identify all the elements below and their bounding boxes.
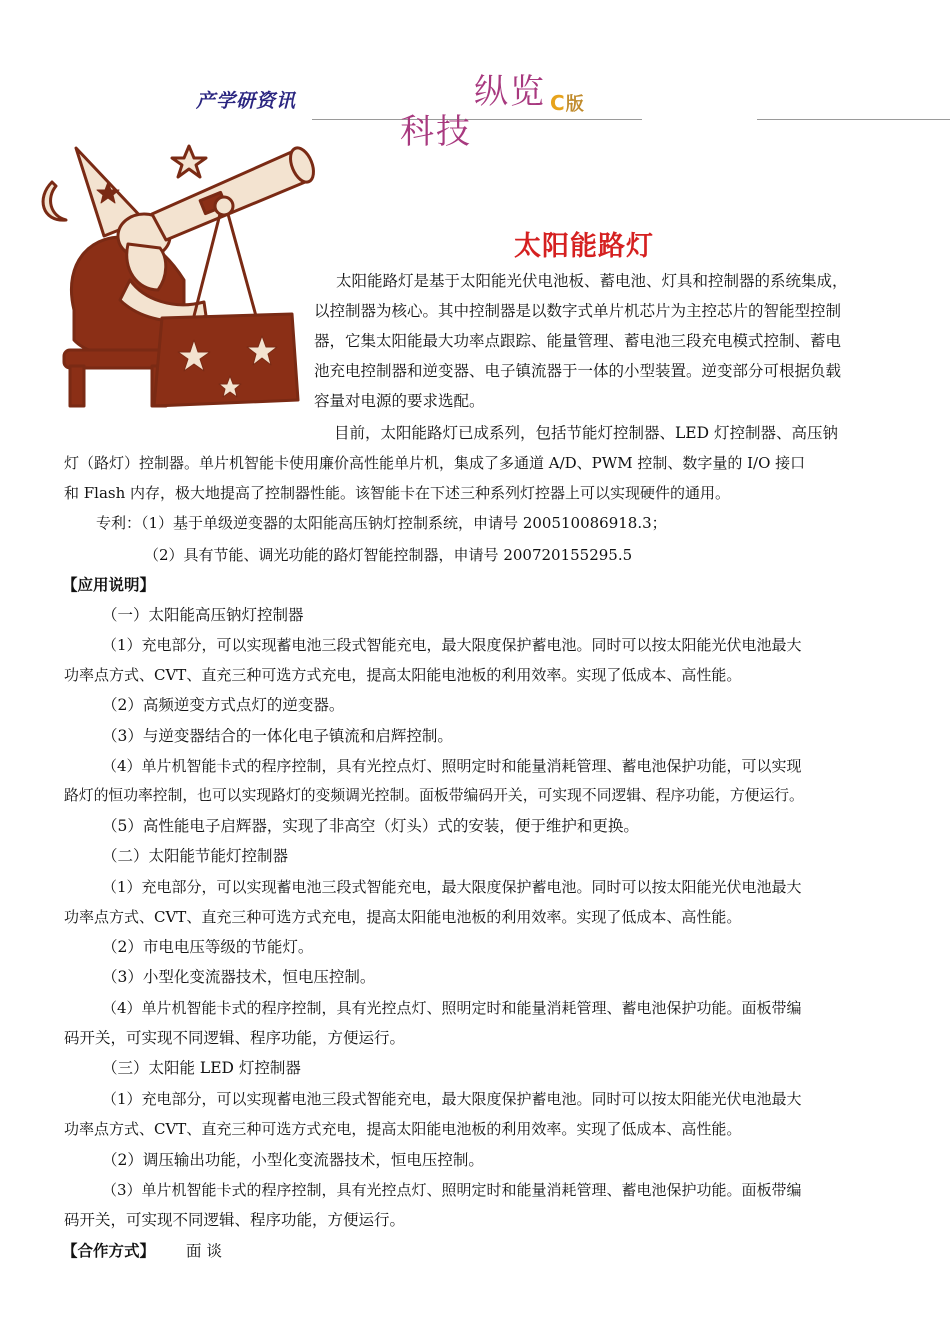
text-line: 灯（路灯）控制器。单片机智能卡使用廉价高性能单片机，集成了多通道 A/D、PWM 控制、数字量的 I/O 接口: [64, 454, 806, 472]
subsection-heading: （一）太阳能高压钠灯控制器: [102, 606, 304, 624]
text-line: 太阳能路灯是基于太阳能光伏电池板、蓄电池、灯具和控制器的系统集成，: [336, 272, 848, 290]
section-heading: 【应用说明】: [62, 575, 156, 594]
text-line: 码开关，可实现不同逻辑、程序功能，方便运行。: [64, 1211, 406, 1229]
text-line: 功率点方式、CVT、直充三种可选方式充电，提高太阳能电池板的利用效率。实现了低成本、高性能。: [64, 908, 742, 926]
subsection-heading: （二）太阳能节能灯控制器: [102, 847, 289, 865]
text-line: （1）充电部分，可以实现蓄电池三段式智能充电，最大限度保护蓄电池。同时可以按太阳能光伏电池最大: [102, 1090, 802, 1108]
text-line: （2）高频逆变方式点灯的逆变器。: [102, 696, 345, 714]
text-line: （3）与逆变器结合的一体化电子镇流和启辉控制。: [102, 727, 453, 745]
logo-edition-mark: [550, 90, 584, 116]
header-rule-left: [312, 119, 642, 120]
text-line: （3）小型化变流器技术，恒电压控制。: [102, 968, 376, 986]
header-rule-right: [757, 119, 950, 120]
text-line: （1）充电部分，可以实现蓄电池三段式智能充电，最大限度保护蓄电池。同时可以按太阳能光伏电池最大: [102, 636, 802, 654]
logo-edition-label: 版: [565, 94, 584, 115]
text-line: （4）单片机智能卡式的程序控制，具有光控点灯、照明定时和能量消耗管理、蓄电池保护功能，可以实现: [102, 757, 802, 775]
text-line: （2）调压输出功能，小型化变流器技术，恒电压控制。: [102, 1151, 484, 1169]
patent-line: 专利：（1）基于单级逆变器的太阳能高压钠灯控制系统，申请号 200510086918.3；: [96, 514, 667, 532]
patent-line: （2）具有节能、调光功能的路灯智能控制器，申请号 200720155295.5: [144, 546, 633, 564]
text-line: （5）高性能电子启辉器，实现了非高空（灯头）式的安装，便于维护和更换。: [102, 817, 639, 835]
text-line: 路灯的恒功率控制，也可以实现路灯的变频调光控制。面板带编码开关，可实现不同逻辑、程序功能，方便运行。: [64, 787, 804, 804]
text-line: 码开关，可实现不同逻辑、程序功能，方便运行。: [64, 1029, 406, 1047]
text-line: （4）单片机智能卡式的程序控制，具有光控点灯、照明定时和能量消耗管理、蓄电池保护功能。面板带编: [102, 999, 802, 1017]
text-line: 目前，太阳能路灯已成系列，包括节能灯控制器、LED 灯控制器、高压钠: [334, 424, 838, 442]
logo-c-mark: C: [550, 91, 565, 115]
text-line: 以控制器为核心。其中控制器是以数字式单片机芯片为主控芯片的智能型控制: [314, 302, 842, 320]
text-line: 和 Flash 内存，极大地提高了控制器性能。该智能卡在下述三种系列灯控器上可以实现硬件的通用。: [64, 484, 731, 502]
astronomer-illustration: [34, 140, 319, 415]
logo-text-bottom: 科技: [400, 112, 472, 152]
logo-text-top: 纵览: [474, 72, 546, 112]
text-line: （1）充电部分，可以实现蓄电池三段式智能充电，最大限度保护蓄电池。同时可以按太阳能光伏电池最大: [102, 878, 802, 896]
cooperation-label: 【合作方式】: [62, 1241, 156, 1260]
text-line: 功率点方式、CVT、直充三种可选方式充电，提高太阳能电池板的利用效率。实现了低成本、高性能。: [64, 1120, 742, 1138]
article-title: 太阳能路灯: [514, 231, 654, 262]
column-name: 产学研资讯: [196, 90, 297, 112]
text-line: （3）单片机智能卡式的程序控制，具有光控点灯、照明定时和能量消耗管理、蓄电池保护功能。面板带编: [102, 1181, 802, 1199]
text-line: 池充电控制器和逆变器、电子镇流器于一体的小型装置。逆变部分可根据负载: [314, 362, 842, 380]
text-line: 器，它集太阳能最大功率点跟踪、能量管理、蓄电池三段充电模式控制、蓄电: [314, 332, 842, 350]
text-line: 功率点方式、CVT、直充三种可选方式充电，提高太阳能电池板的利用效率。实现了低成本、高性能。: [64, 666, 742, 684]
text-line: 容量对电源的要求选配。: [314, 392, 485, 410]
subsection-heading: （三）太阳能 LED 灯控制器: [102, 1059, 301, 1077]
text-line: （2）市电电压等级的节能灯。: [102, 938, 314, 956]
cooperation-value: 面 谈: [186, 1242, 222, 1260]
